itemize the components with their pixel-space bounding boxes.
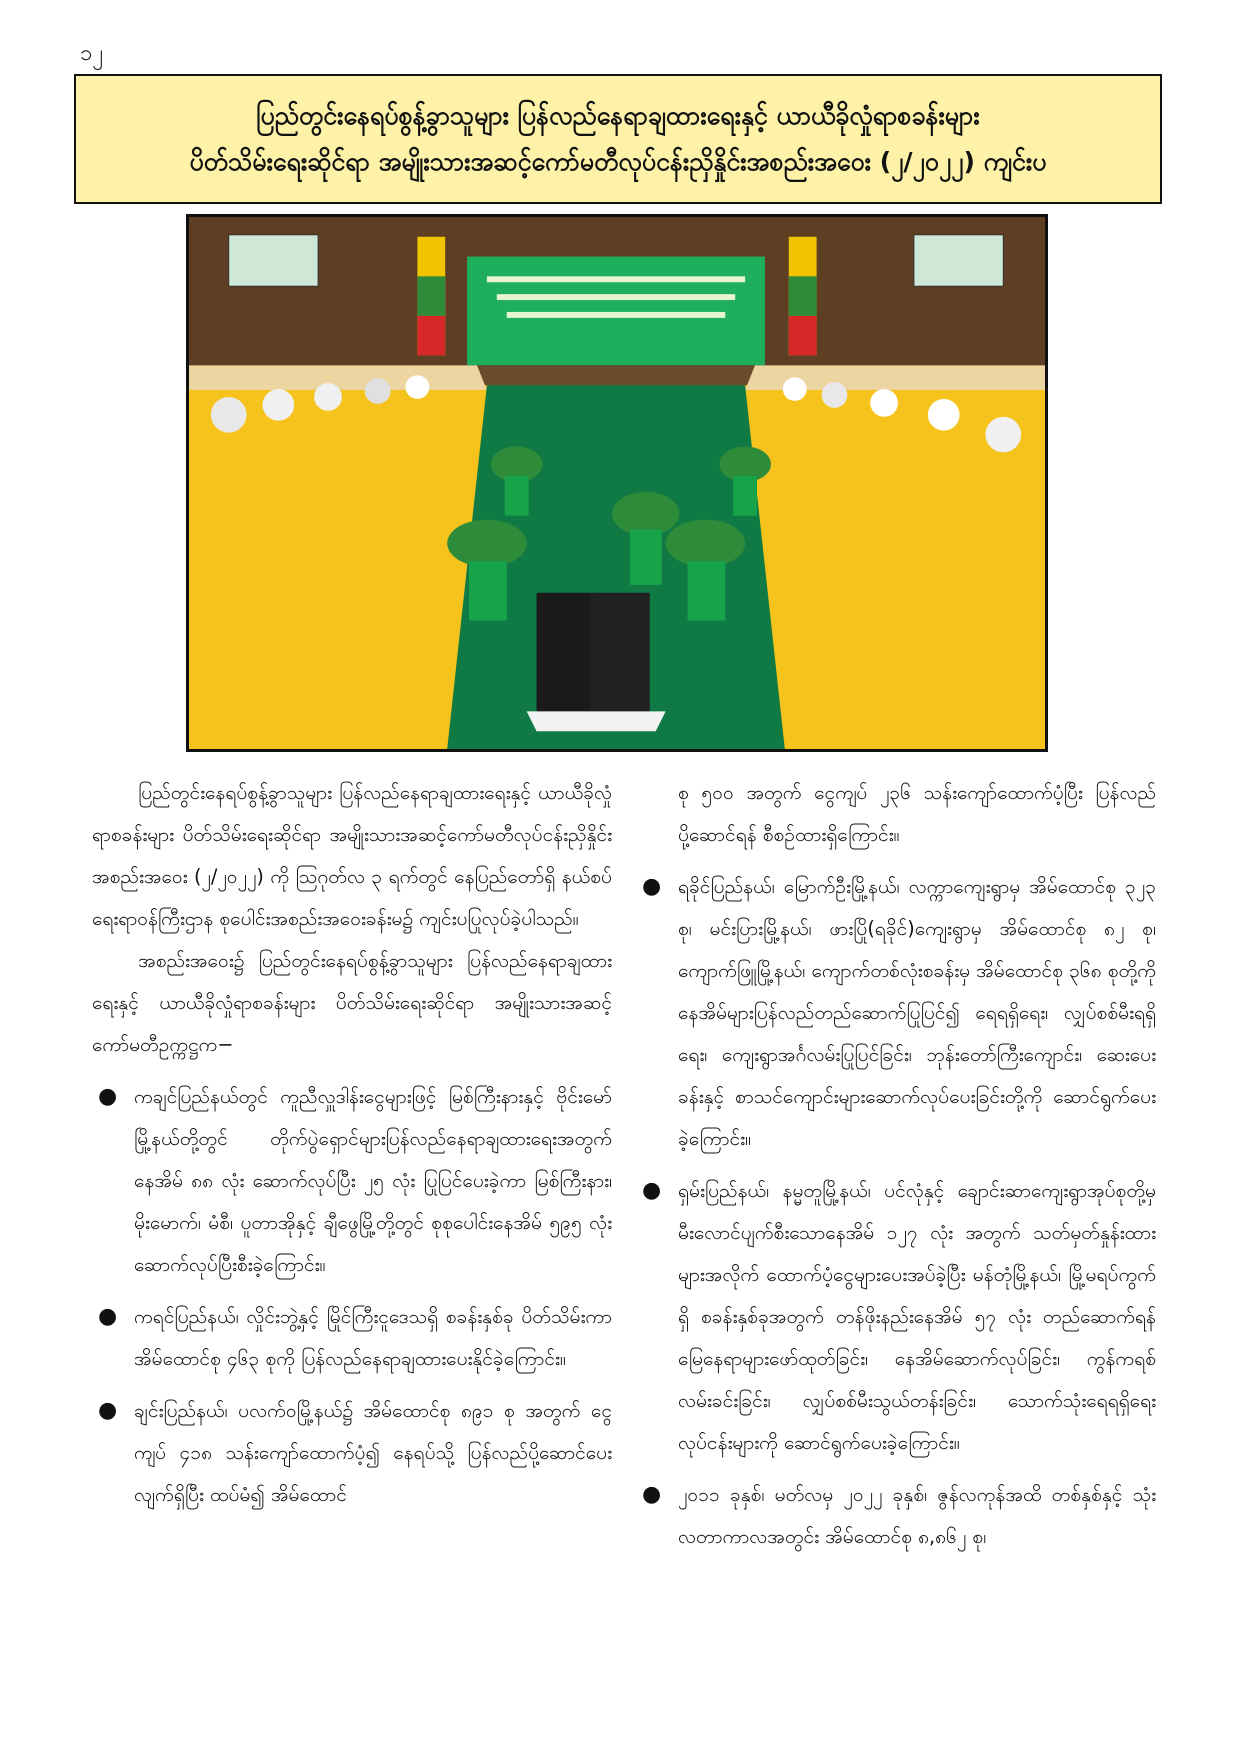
page-number: ၁၂ (80, 41, 104, 66)
left-bullet-list (92, 1076, 612, 1516)
left-column (92, 772, 612, 1516)
list-item: ● ကချင်ပြည်နယ်တွင် ကူညီလှူဒါန်းငွေများဖြင့် မြစ်ကြီးနားနှင့် ဗိုင်းမော်မြို့နယ်တို့တွင် တိုက်ပွဲရှောင်များပြန်လည်နေရာချထားရေးအတွက် နေအိမ် ၈၈ လုံး ဆောက်လုပ်ပြီး ၂၅ လုံး ပြုပြင်ပေးခဲ့ကာ မြစ်ကြီးနား၊ မိုးမောက်၊ မံစီ၊ ပူတာအိုနှင့် ချီဖွေမြို့တို့တွင် စုစုပေါင်းနေအိမ် ၅၉၅ လုံး ဆောက်လုပ်ပြီးစီးခဲ့ကြောင်း။ (92, 1076, 612, 1286)
bullet-icon: ● (642, 1178, 662, 1203)
title-line-1: ပြည်တွင်းနေရပ်စွန့်ခွာသူများ ပြန်လည်နေရာချထားရေးနှင့် ယာယီခိုလှုံရာစခန်းများ (256, 101, 980, 130)
right-bullet-list (636, 866, 1156, 1558)
list-item: ● ရခိုင်ပြည်နယ်၊ မြောက်ဦးမြို့နယ်၊ လက္ကာကျေးရွာမှ အိမ်ထောင်စု ၃၂၃ စု၊ မင်းပြားမြို့နယ်၊ ဖားပြို(ရခိုင်)ကျေးရွာမှ အိမ်ထောင်စု ၈၂ စု၊ ကျောက်ဖြူမြို့နယ်၊ ကျောက်တစ်လုံးစခန်းမှ အိမ်ထောင်စု ၃၆၈ စုတို့ကို နေအိမ်များပြန်လည်တည်ဆောက်ပြုပြင်၍ ရေရရှိရေး၊ လျှပ်စစ်မီးရရှိရေး၊ ကျေးရွာအင်္ဂလမ်းပြုပြင်ခြင်း၊ ဘုန်းတော်ကြီးကျောင်း၊ ဆေးပေးခန်းနှင့် စာသင်ကျောင်းများဆောက်လုပ်ပေးခြင်းတို့ကို ဆောင်ရွက်ပေးခဲ့ကြောင်း။ (636, 866, 1156, 1160)
continuation-text: စု ၅၀၀ အတွက် ငွေကျပ် ၂၃၆ သန်းကျော်ထောက်ပံ့ပြီး ပြန်လည်ပို့ဆောင်ရန် စီစဉ်ထားရှိကြောင်း။ (678, 781, 1156, 846)
bullet-icon: ● (98, 1398, 118, 1423)
bullet-icon: ● (642, 1482, 662, 1507)
list-item: ● ကရင်ပြည်နယ်၊ လှိုင်းဘွဲ့နှင့် မြိုင်ကြီးငူဒေသရှိ စခန်းနှစ်ခု ပိတ်သိမ်းကာ အိမ်ထောင်စု ၄၆၃ စုကို ပြန်လည်နေရာချထားပေးနိုင်ခဲ့ကြောင်း။ (92, 1296, 612, 1380)
chairman-paragraph: အစည်းအဝေး၌ ပြည်တွင်းနေရပ်စွန့်ခွာသူများ ပြန်လည်နေရာချထားရေးနှင့် ယာယီခိုလှုံရာစခန်းများ ပိတ်သိမ်းရေးဆိုင်ရာ အမျိုးသားအဆင့်ကော်မတီဥက္ကဋ္ဌက− (92, 949, 612, 1056)
right-column (636, 772, 1156, 1558)
intro-paragraph: ပြည်တွင်းနေရပ်စွန့်ခွာသူများ ပြန်လည်နေရာချထားရေးနှင့် ယာယီခိုလှုံရာစခန်းများ ပိတ်သိမ်းရေးဆိုင်ရာ အမျိုးသားအဆင့်ကော်မတီလုပ်ငန်းညှိနှိုင်းအစည်းအဝေး (၂/၂၀၂၂) ကို ဩဂုတ်လ ၃ ရက်တွင် နေပြည်တော်ရှိ နယ်စပ်ရေးရာဝန်ကြီးဌာန စုပေါင်းအစည်းအဝေးခန်းမ၌ ကျင်းပပြုလုပ်ခဲ့ပါသည်။ (92, 781, 612, 930)
list-item: ● ချင်းပြည်နယ်၊ ပလက်ဝမြို့နယ်၌ အိမ်ထောင်စု ၈၉၁ စု အတွက် ငွေကျပ် ၄၁၈ သန်းကျော်ထောက်ပံ့၍ နေရပ်သို့ ပြန်လည်ပို့ဆောင်ပေးလျက်ရှိပြီး ထပ်မံ၍ အိမ်ထောင် (92, 1390, 612, 1516)
bullet-icon: ● (98, 1084, 118, 1109)
article-title-box (74, 74, 1162, 204)
bullet-icon: ● (98, 1304, 118, 1329)
meeting-photo (186, 214, 1048, 752)
list-item: ● ရှမ်းပြည်နယ်၊ နမ္မတူမြို့နယ်၊ ပင်လုံနှင့် ချောင်းဆာကျေးရွာအုပ်စုတို့မှ မီးလောင်ပျက်စီးသောနေအိမ် ၁၂၇ လုံး အတွက် သတ်မှတ်နှုန်းထားများအလိုက် ထောက်ပံ့ငွေများပေးအပ်ခဲ့ပြီး မန်တုံမြို့နယ်၊ မြို့မရပ်ကွက်ရှိ စခန်းနှစ်ခုအတွက် တန်ဖိုးနည်းနေအိမ် ၅၇ လုံး တည်ဆောက်ရန် မြေနေရာများဖော်ထုတ်ခြင်း၊ နေအိမ်ဆောက်လုပ်ခြင်း၊ ကွန်ကရစ်လမ်းခင်းခြင်း၊ လျှပ်စစ်မီးသွယ်တန်းခြင်း၊ သောက်သုံးရေရရှိရေးလုပ်ငန်းများကို ဆောင်ရွက်ပေးခဲ့ကြောင်း။ (636, 1170, 1156, 1464)
title-line-2: ပိတ်သိမ်းရေးဆိုင်ရာ အမျိုးသားအဆင့်ကော်မတီလုပ်ငန်းညှိနှိုင်းအစည်းအဝေး (၂/၂၀၂၂) ကျင်းပ (189, 147, 1047, 176)
list-item: ● ၂၀၁၁ ခုနှစ်၊ မတ်လမှ ၂၀၂၂ ခုနှစ်၊ ဇွန်လကုန်အထိ တစ်နှစ်နှင့် သုံးလတာကာလအတွင်း အိမ်ထောင်စု ၈,၈၆၂ စု၊ (636, 1474, 1156, 1558)
bullet-icon: ● (642, 874, 662, 899)
meeting-photo-illustration (189, 217, 1045, 749)
